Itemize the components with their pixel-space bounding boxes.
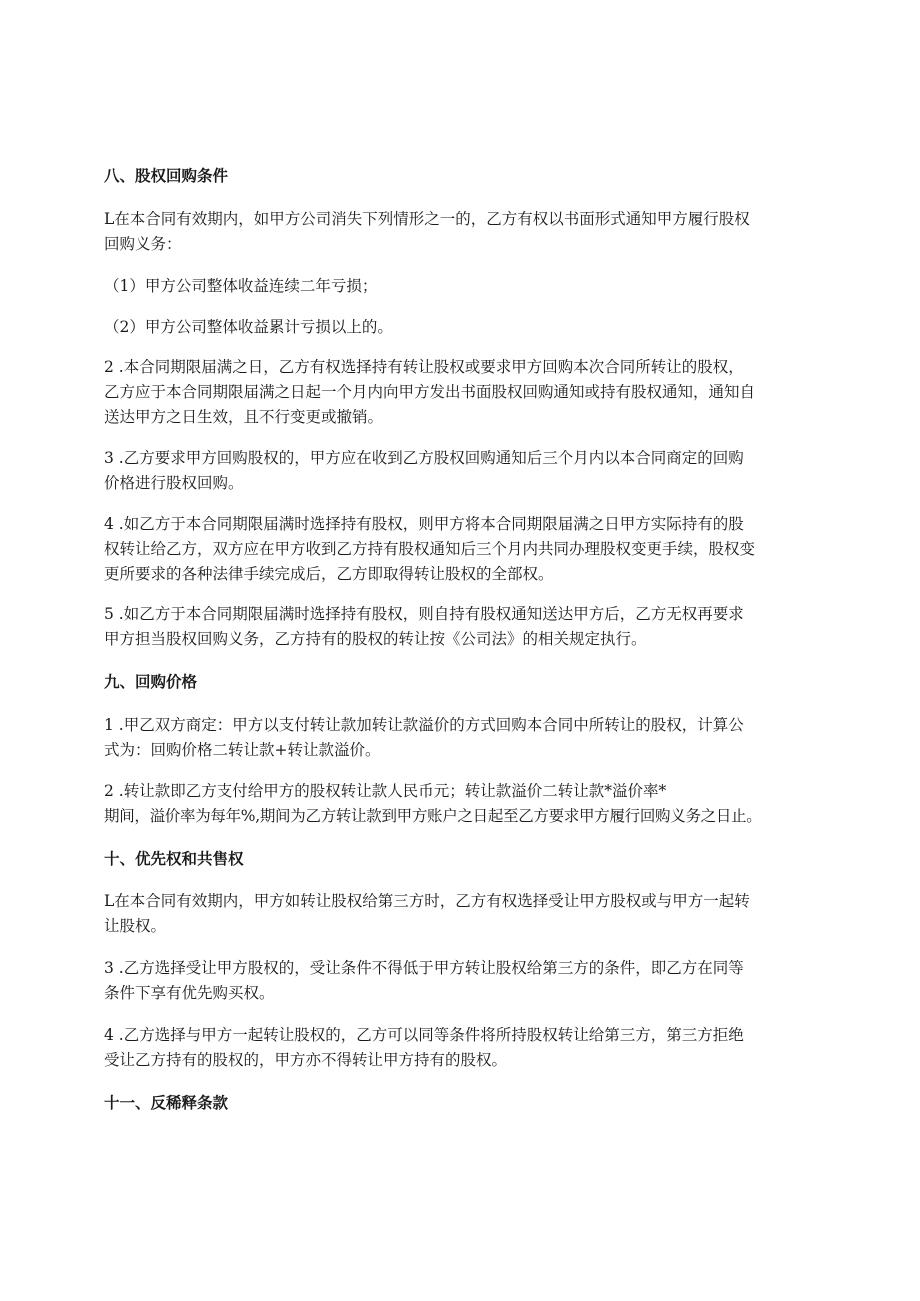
text-line: （2）甲方公司整体收益累计亏损以上的。: [104, 318, 393, 336]
text-line: 回购义务：: [104, 235, 182, 253]
text-line: 4 .乙方选择与甲方一起转让股权的，乙方可以同等条件将所持股权转让给第三方，第三方拒绝: [104, 1026, 744, 1044]
text-line: 1 .甲乙双方商定：甲方以支付转让款加转让款溢价的方式回购本合同中所转让的股权，计算公: [104, 716, 744, 734]
text-line: 受让乙方持有的股权的，甲方亦不得转让甲方持有的股权。: [104, 1051, 508, 1069]
paragraph-10-1: [104, 889, 829, 939]
paragraph-10-3: [104, 956, 829, 1006]
text-line: 期间，溢价率为每年%,期间为乙方转让款到甲方账户之日起至乙方要求甲方履行回购义务之日止。: [104, 807, 762, 825]
paragraph-10-4: [104, 1023, 829, 1073]
text-line: 4 .如乙方于本合同期限届满时选择持有股权，则甲方将本合同期限届满之日甲方实际持有的股: [104, 515, 744, 533]
text-line: 式为：回购价格二转让款+转让款溢价。: [104, 741, 381, 759]
text-line: L在本合同有效期内，如甲方公司消失下列情形之一的，乙方有权以书面形式通知甲方履行股权: [104, 210, 750, 228]
text-line: L在本合同有效期内，甲方如转让股权给第三方时，乙方有权选择受让甲方股权或与甲方一起转: [104, 892, 750, 910]
paragraph-8-2: [104, 355, 829, 430]
text-line: 甲方担当股权回购义务，乙方持有的股权的转让按《公司法》的相关规定执行。: [104, 630, 647, 648]
paragraph-9-2: [104, 779, 829, 829]
text-line: 权转让给乙方，双方应在甲方收到乙方持有股权通知后三个月内共同办理股权变更手续，股权变: [104, 540, 756, 558]
section-heading-11: 十一、反稀释条款: [104, 1094, 229, 1112]
text-line: 3 .乙方选择受让甲方股权的，受让条件不得低于甲方转让股权给第三方的条件，即乙方在同等: [104, 959, 744, 977]
text-line: 更所要求的各种法律手续完成后，乙方即取得转让股权的全部权。: [104, 565, 554, 583]
paragraph-9-1: [104, 713, 829, 763]
section-heading-9: 九、回购价格: [104, 673, 198, 691]
text-line: （1）甲方公司整体收益连续二年亏损；: [104, 277, 378, 295]
text-line: 2 .转让款即乙方支付给甲方的股权转让款人民币元；转让款溢价二转让款*溢价率*: [104, 782, 667, 800]
section-heading-8: 八、股权回购条件: [104, 167, 229, 185]
text-line: 2 .本合同期限届满之日，乙方有权选择持有转让股权或要求甲方回购本次合同所转让的股权，: [104, 358, 744, 376]
text-line: 3 .乙方要求甲方回购股权的，甲方应在收到乙方股权回购通知后三个月内以本合同商定的回购: [104, 449, 744, 467]
paragraph-8-1-item-2: [104, 315, 829, 340]
text-line: 5 .如乙方于本合同期限届满时选择持有股权，则自持有股权通知送达甲方后，乙方无权再要求: [104, 605, 744, 623]
text-line: 价格进行股权回购。: [104, 474, 244, 492]
paragraph-8-5: [104, 602, 829, 652]
section-heading-10: 十、优先权和共售权: [104, 850, 244, 868]
paragraph-8-1-item-1: [104, 274, 829, 299]
text-line: 条件下享有优先购买权。: [104, 984, 275, 1002]
text-line: 让股权。: [104, 917, 167, 935]
paragraph-8-1: [104, 207, 829, 257]
text-line: 送达甲方之日生效，且不行变更或撤销。: [104, 408, 384, 426]
paragraph-8-4: [104, 512, 829, 587]
paragraph-8-3: [104, 446, 829, 496]
text-line: 乙方应于本合同期限届满之日起一个月内向甲方发出书面股权回购通知或持有股权通知，通知自: [104, 383, 756, 401]
